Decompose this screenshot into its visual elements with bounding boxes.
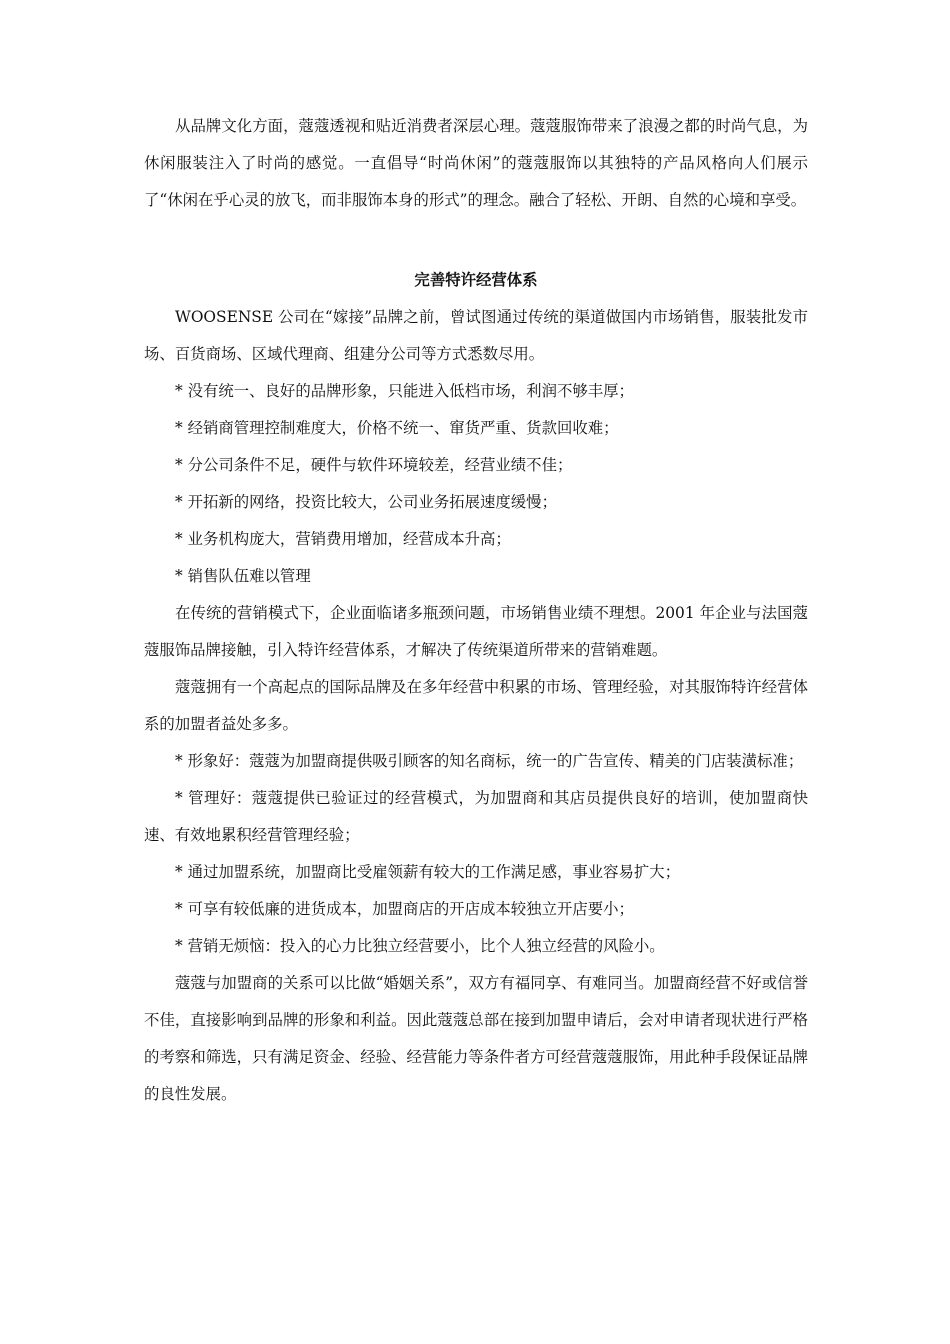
section-spacer (144, 219, 808, 262)
section-heading: 完善特许经营体系 (414, 271, 538, 289)
benefit-item: * 可享有较低廉的进货成本，加盟商店的开店成本较独立开店要小； (175, 900, 634, 918)
problem-item: * 经销商管理控制难度大，价格不统一、窜货严重、货款回收难； (175, 419, 619, 437)
benefit-item: * 形象好：蔻蔻为加盟商提供吸引顾客的知名商标，统一的广告宣传、精美的门店装潢标准； (175, 752, 804, 770)
problem-item: * 销售队伍难以管理 (175, 567, 311, 585)
intro-paragraph: 从品牌文化方面，蔻蔻透视和贴近消费者深层心理。蔻蔻服饰带来了浪漫之都的时尚气息，为休闲服装注入了时尚的感觉。一直倡导“时尚休闲”的蔻蔻服饰以其独特的产品风格向人们展示了“休闲在乎心灵的放飞，而非服饰本身的形式”的理念。融合了轻松、开朗、自然的心境和享受。 (144, 117, 808, 209)
section-paragraph-1: WOOSENSE 公司在“嫁接”品牌之前，曾试图通过传统的渠道做国内市场销售，服装批发市场、百货商场、区域代理商、组建分公司等方式悉数尽用。 (144, 308, 808, 363)
problem-item: * 没有统一、良好的品牌形象，只能进入低档市场，利润不够丰厚； (175, 382, 634, 400)
section-paragraph-3: 蔻蔻拥有一个高起点的国际品牌及在多年经营中积累的市场、管理经验，对其服饰特许经营体系的加盟者益处多多。 (144, 678, 808, 733)
benefit-item: * 营销无烦恼：投入的心力比独立经营要小，比个人独立经营的风险小。 (175, 937, 665, 955)
problem-item: * 开拓新的网络，投资比较大，公司业务拓展速度缓慢； (175, 493, 557, 511)
problem-item: * 业务机构庞大，营销费用增加，经营成本升高； (175, 530, 511, 548)
section-paragraph-4: 蔻蔻与加盟商的关系可以比做“婚姻关系”，双方有福同享、有难同当。加盟商经营不好或信誉不佳，直接影响到品牌的形象和利益。因此蔻蔻总部在接到加盟申请后，会对申请者现状进行严格的考察和筛选，只有满足资金、经验、经营能力等条件者方可经营蔻蔻服饰，用此种手段保证品牌的良性发展。 (144, 974, 808, 1103)
benefit-item: * 通过加盟系统，加盟商比受雇领薪有较大的工作满足感，事业容易扩大； (175, 863, 681, 881)
document-page (144, 108, 808, 1113)
problem-item: * 分公司条件不足，硬件与软件环境较差，经营业绩不佳； (175, 456, 573, 474)
benefit-item: * 管理好：蔻蔻提供已验证过的经营模式，为加盟商和其店员提供良好的培训，使加盟商快速、有效地累积经营管理经验； (144, 789, 808, 844)
section-paragraph-2: 在传统的营销模式下，企业面临诸多瓶颈问题，市场销售业绩不理想。2001 年企业与法国蔻蔻服饰品牌接触，引入特许经营体系，才解决了传统渠道所带来的营销难题。 (144, 604, 808, 659)
